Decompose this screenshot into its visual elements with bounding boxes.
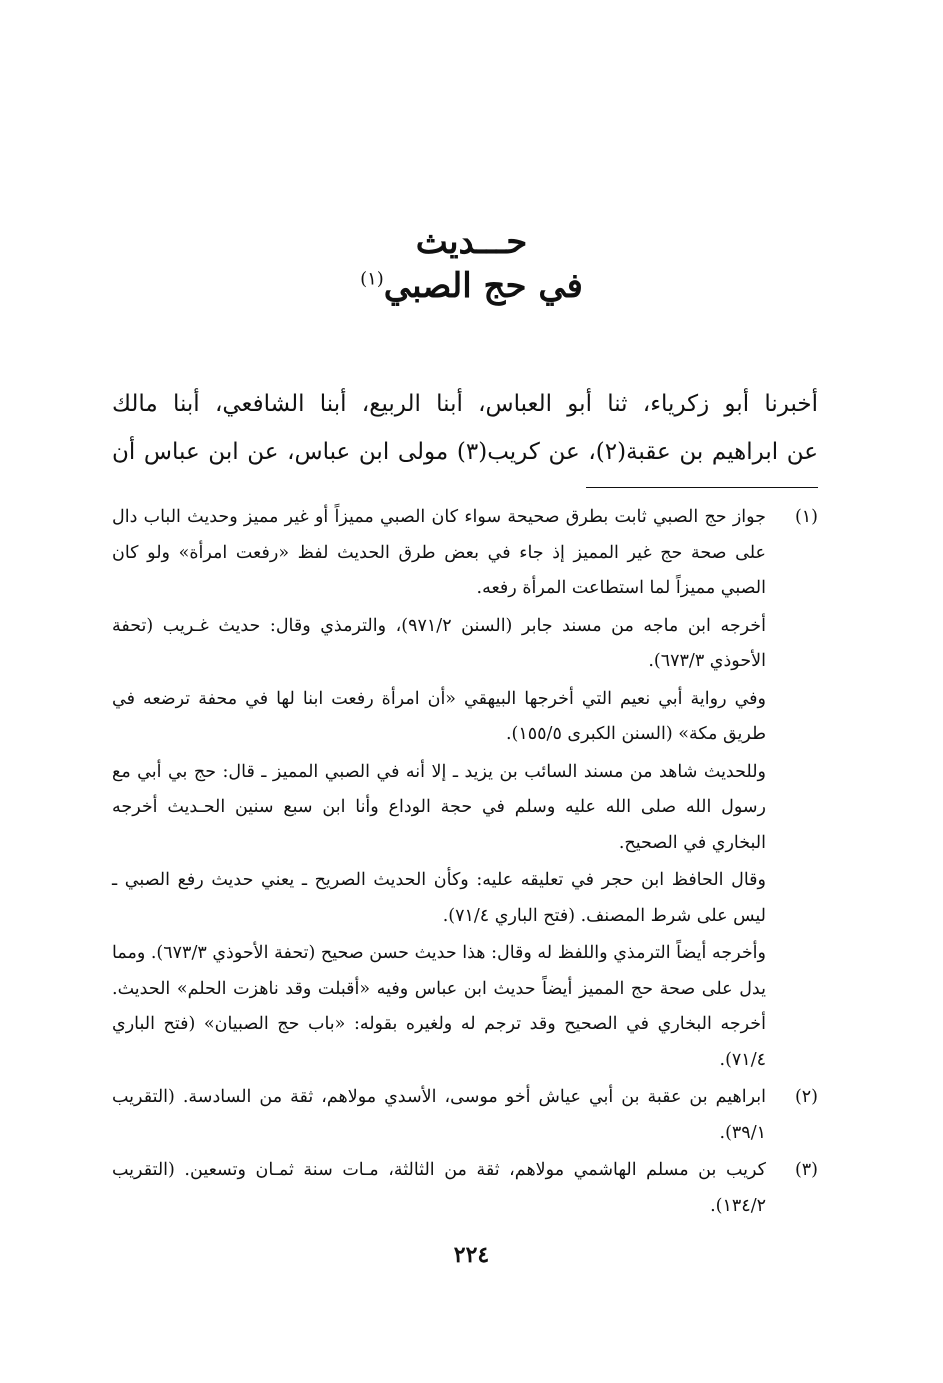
footnote-body (112, 1080, 766, 1151)
footnote-number: (٣) (794, 1160, 818, 1180)
footnote-body (112, 1153, 766, 1224)
footnote-paragraph: جواز حج الصبي ثابت بطرق صحيحة سواء كان الصبي مميزاً أو غير مميز وحديث الباب دال على صحة حج غير المميز إذ جاء في بعض طرق الحديث لفظ «رفعت امرأة» ولو كان الصبي مميزاً لما استطاعت المرأة رفعه. (112, 507, 766, 598)
footnote (112, 1153, 818, 1224)
page-number: ٢٢٤ (453, 1242, 490, 1268)
footnote-paragraph: كريب بن مسلم الهاشمي مولاهم، ثقة من الثالثة، مـات سنة ثمـان وتسعين. (التقريب ١٣٤/٢). (112, 1160, 766, 1216)
footnote-paragraph: ابراهيم بن عقبة بن أبي عياش أخو موسى، الأسدي مولاهم، ثقة من السادسة. (التقريب ٣٩/١). (112, 1087, 766, 1143)
footnote-paragraph: وأخرجه أيضاً الترمذي واللفظ له وقال: هذا حديث حسن صحيح (تحفة الأحوذي ٦٧٣/٣). ومما يدل على صحة حج المميز أيضاً حديث ابن عباس وفيه «أقبلت وقد ناهزت الحلم» الحديث. أخرجه البخاري في الصحيح وقد ترجم له ولغيره بقوله: «باب حج الصبيان» (فتح الباري ٧١/٤). (112, 943, 766, 1070)
main-text-line: عن ابراهيم بن عقبة(٢)، عن كريب(٣) مولى ابن عباس، عن ابن عباس أن (112, 439, 818, 465)
footnote-number: (١) (794, 507, 818, 527)
footnote-marker: (١) (360, 268, 384, 290)
footnote-paragraph: وللحديث شاهد من مسند السائب بن يزيد ـ إلا أنه في الصبي المميز ـ قال: حج بي أبي مع رسول الله صلى الله عليه وسلم في حجة الوداع وأنا ابن سبع سنين الحـديث أخرجه البخاري في الصحيح. (112, 761, 766, 853)
heading-subtitle (0, 266, 943, 306)
footnote (112, 1080, 818, 1151)
footnote-body (112, 500, 766, 1078)
footnote-number: (٢) (794, 1087, 818, 1107)
footnote-separator (586, 487, 818, 488)
footnote (112, 500, 818, 1078)
heading-title: حـــديث (415, 222, 528, 262)
main-text-line: أخبرنا أبو زكرياء، ثنا أبو العباس، أبنا الربيع، أبنا الشافعي، أبنا مالك (112, 391, 818, 417)
footnote-paragraph: وقال الحافظ ابن حجر في تعليقه عليه: وكأن الحديث الصريح ـ يعني حديث رفع الصبي ـ ليس على شرط المصنف. (فتح الباري ٧١/٤). (112, 870, 766, 926)
heading-subtitle-text: في حج الصبي (383, 266, 583, 306)
footnote-paragraph: أخرجه ابن ماجه من مسند جابر (السنن ٩٧١/٢)، والترمذي وقال: حديث غـريب (تحفة الأحوذي ٦٧٣/٣). (112, 615, 766, 671)
footnote-paragraph: وفي رواية أبي نعيم التي أخرجها البيهقي «أن امرأة رفعت ابنا لها في محفة ترضعه في طريق مكة» (السنن الكبرى ١٥٥/٥). (112, 688, 766, 744)
main-text (112, 380, 818, 476)
footnotes (112, 500, 818, 1226)
